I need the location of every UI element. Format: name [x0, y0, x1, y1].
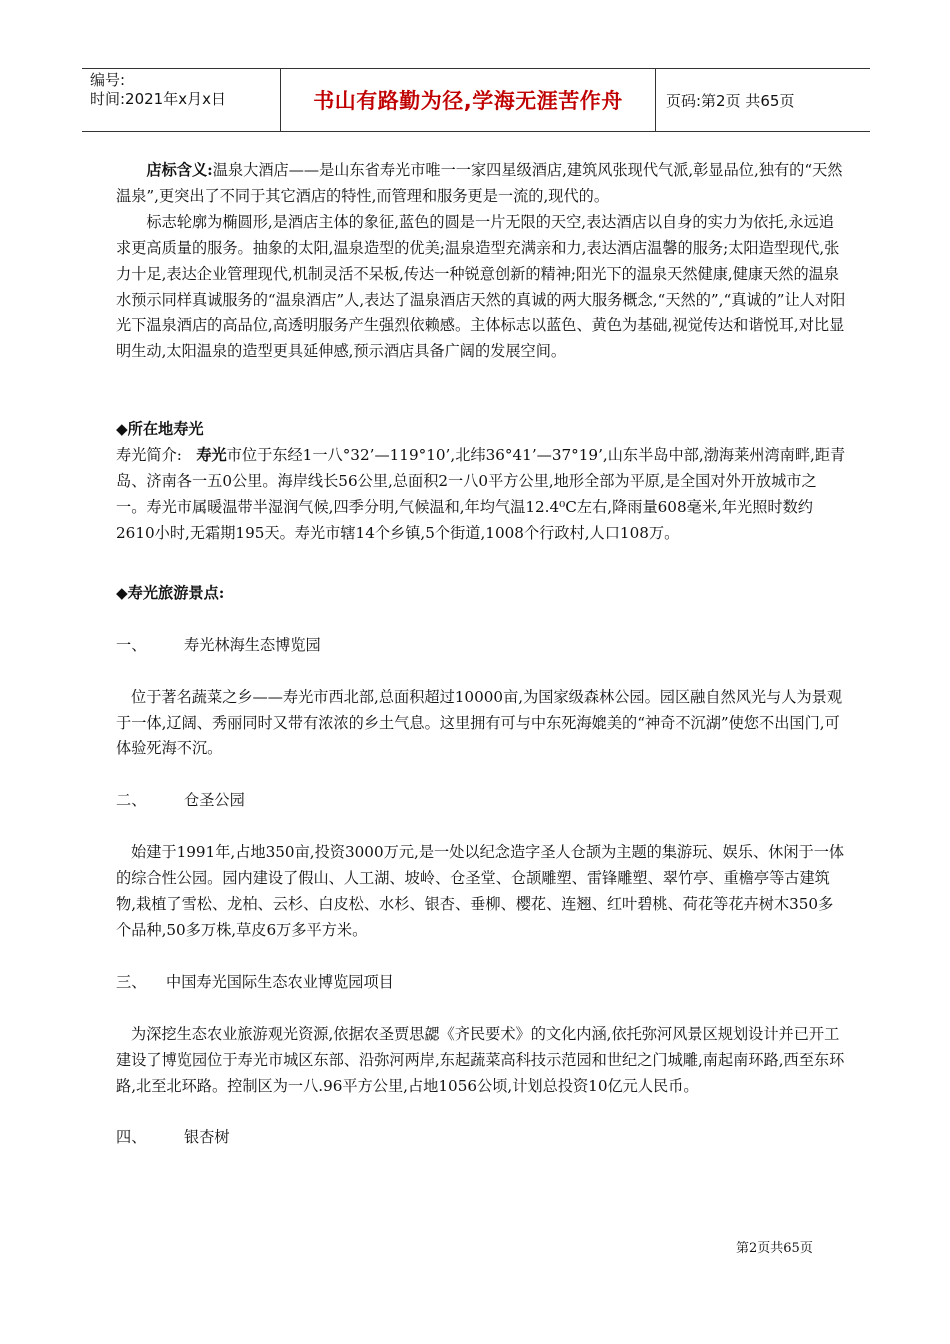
logo-meaning-text: 温泉大酒店——是山东省寿光市唯一一家四星级酒店,建筑风张现代气派,彰显品位,独有的“天然温泉”,更突出了不同于其它酒店的特性,而管理和服务更是一流的,现代的。 — [116, 161, 843, 205]
logo-meaning-paragraph — [116, 158, 846, 210]
attraction-heading-4 — [116, 1125, 846, 1151]
logo-description-paragraph: 标志轮廓为椭圆形,是酒店主体的象征,蓝色的圆是一片无限的天空,表达酒店以自身的实力为依托,永远追求更高质量的服务。抽象的太阳,温泉造型的优美;温泉造型充满亲和力,表达酒店温馨的服务;太阳造型现代,张力十足,表达企业管理现代,机制灵活不呆板,传达一种锐意创新的精神;阳光下的温泉天然健康,健康天然的温泉水预示同样真诚服务的“温泉酒店”人,表达了温泉酒店天然的真诚的两大服务概念,“天然的”,“真诚的”让人对阳光下温泉酒店的高品位,高透明服务产生强烈依赖感。主体标志以蓝色、黄色为基础,视觉传达和谐悦耳,对比显明生动,太阳温泉的造型更具延伸感,预示酒店具备广阔的发展空间。 — [116, 212, 846, 361]
location-intro-text: 市位于东经1一八°32’—119°10’,北纬36°41’—37°19’,山东半岛中部,渤海莱州湾南畔,距青岛、济南各一五0公里。海岸线长56公里,总面积2一八0平方公里,地形全部为平原,是全国对外开放城市之一。寿光市属暖温带半湿润气候,四季分明,气候温和,年均气温12.4⁰C左右,降雨量608毫米,年光照时数约2610小时,无霜期195天。寿光市辖14个乡镇,5个街道,1008个行政村,人口108万。 — [116, 446, 846, 542]
logo-meaning-title: 店标含义: — [146, 161, 213, 179]
attraction-description-3: 为深挖生态农业旅游观光资源,依据农圣贾思勰《齐民要术》的文化内涵,依托弥河风景区规划设计并已开工建设了博览园位于寿光市城区东部、沿弥河两岸,东起蔬菜高科技示范园和世纪之门城雕,南起南环路,西至东环路,北至北环路。控制区为一八.96平方公里,占地1056公顷,计划总投资10亿元人民币。 — [116, 1024, 845, 1095]
header-page-label: 页码:第2页 共65页 — [666, 91, 795, 110]
page-footer: 第2页共65页 — [736, 1241, 813, 1256]
attractions-section-title: ◆寿光旅游景点: — [116, 583, 225, 602]
attraction-heading-1 — [116, 633, 846, 659]
attraction-heading-2 — [116, 788, 846, 814]
header-motto: 书山有路勤为径,学海无涯苦作舟 — [281, 69, 656, 131]
attraction-name: 中国寿光国际生态农业博览园项目 — [166, 972, 394, 991]
document-body — [116, 158, 846, 1151]
attraction-number: 四、 — [116, 1128, 147, 1147]
doc-time-label: 时间:2021年x月x日 — [90, 90, 226, 108]
header-meta — [82, 69, 281, 131]
location-intro-paragraph — [116, 443, 846, 547]
attraction-number: 一、 — [116, 635, 147, 654]
attraction-name: 银杏树 — [184, 1128, 230, 1147]
attraction-name: 仓圣公园 — [184, 791, 245, 810]
attraction-number: 三、 — [116, 972, 147, 991]
attraction-heading-3 — [116, 970, 846, 996]
attraction-number: 二、 — [116, 791, 147, 810]
location-section-title: ◆所在地寿光 — [116, 420, 204, 439]
page-header — [82, 68, 870, 132]
location-intro-label: 寿光简介: — [116, 446, 182, 465]
attraction-name: 寿光林海生态博览园 — [184, 635, 321, 654]
attraction-description-1: 位于著名蔬菜之乡——寿光市西北部,总面积超过10000亩,为国家级森林公园。园区融自然风光与人为景观于一体,辽阔、秀丽同时又带有浓浓的乡土气息。这里拥有可与中东死海媲美的“神奇不沉湖”使您不出国门,可体验死海不沉。 — [116, 687, 843, 758]
doc-number-label: 编号: — [90, 71, 126, 89]
location-intro-bold: 寿光 — [196, 446, 227, 465]
attraction-description-2: 始建于1991年,占地350亩,投资3000万元,是一处以纪念造字圣人仓颉为主题的集游玩、娱乐、休闲于一体的综合性公园。园内建设了假山、人工湖、坡岭、仓圣堂、仓颉雕塑、雷锋雕塑、翠竹亭、重檐亭等古建筑物,栽植了雪松、龙柏、云杉、白皮松、水杉、银杏、垂柳、樱花、连翘、红叶碧桃、荷花等花卉树木350多个品种,50多万株,草皮6万多平方米。 — [116, 843, 845, 939]
